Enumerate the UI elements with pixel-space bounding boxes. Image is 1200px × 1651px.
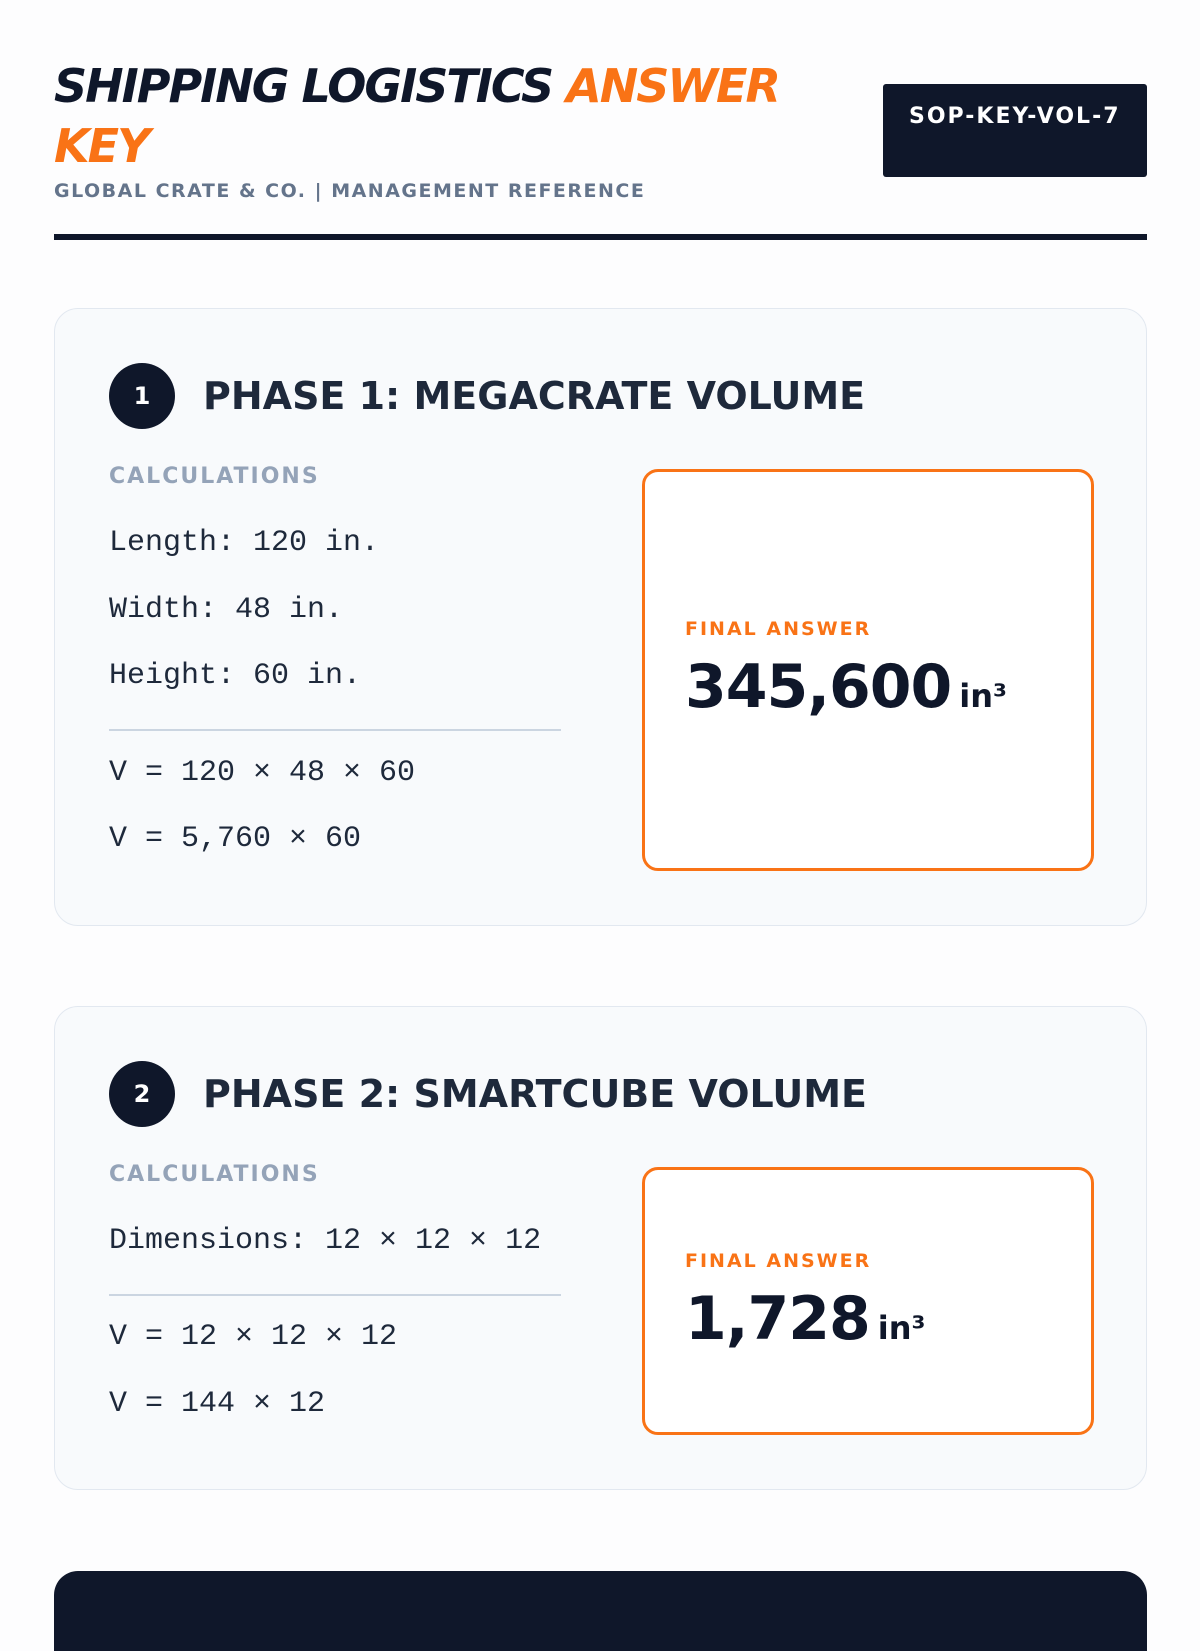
final-answer-label: FINAL ANSWER: [685, 1250, 872, 1272]
final-answer-box: [642, 1167, 1094, 1435]
calc-step: V = 12 × 12 × 12: [109, 1320, 398, 1354]
phase-1-card: [54, 308, 1147, 926]
calc-step: V = 5,760 × 60: [109, 822, 362, 856]
calc-divider: [109, 1294, 561, 1296]
phase-title: PHASE 1: MEGACRATE VOLUME: [203, 374, 866, 418]
answer-number: 345,600: [685, 652, 952, 722]
calculations-label: CALCULATIONS: [109, 1162, 320, 1187]
footer-bar: [54, 1571, 1147, 1651]
final-answer-value: [685, 652, 1007, 722]
final-answer-box: [642, 469, 1094, 871]
document-title: [54, 56, 834, 176]
final-answer-label: FINAL ANSWER: [685, 618, 872, 640]
calc-input-dimensions: Dimensions: 12 × 12 × 12: [109, 1224, 542, 1258]
calc-step: V = 120 × 48 × 60: [109, 756, 416, 790]
answer-unit: in³: [959, 677, 1008, 715]
phase-number-badge: 1: [109, 363, 175, 429]
document-header: [54, 52, 1147, 240]
phase-title: PHASE 2: SMARTCUBE VOLUME: [203, 1072, 867, 1116]
calc-input-width: Width: 48 in.: [109, 593, 344, 627]
calc-input-length: Length: 120 in.: [109, 526, 380, 560]
phase-2-card: [54, 1006, 1147, 1490]
title-main: SHIPPING LOGISTICS: [54, 59, 553, 113]
final-answer-value: [685, 1284, 926, 1354]
document-id-badge: SOP-KEY-VOL-7: [883, 84, 1147, 177]
calc-step: V = 144 × 12: [109, 1387, 326, 1421]
document-subtitle: GLOBAL CRATE & CO. | MANAGEMENT REFERENCE: [54, 180, 646, 202]
calc-divider: [109, 729, 561, 731]
title-accent: ANSWER KEY: [54, 59, 779, 173]
calculations-label: CALCULATIONS: [109, 464, 320, 489]
calc-input-height: Height: 60 in.: [109, 659, 362, 693]
answer-unit: in³: [877, 1309, 926, 1347]
phase-number-badge: 2: [109, 1061, 175, 1127]
answer-number: 1,728: [685, 1284, 870, 1354]
